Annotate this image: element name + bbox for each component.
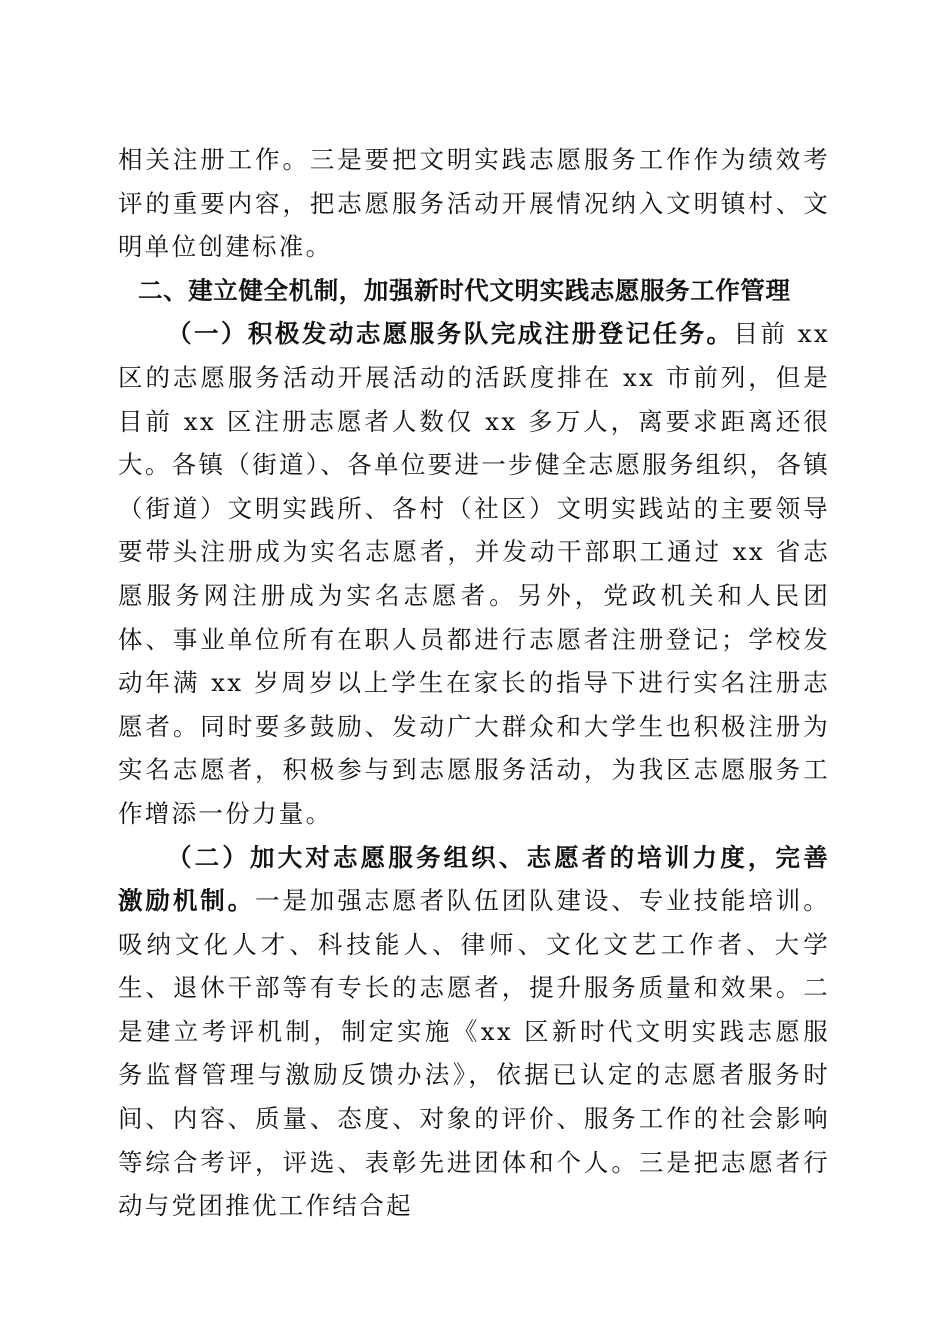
paragraph-continuation: 相关注册工作。三是要把文明实践志愿服务工作作为绩效考评的重要内容，把志愿服务活动开展情况纳入文明镇村、文明单位创建标准。 — [118, 145, 830, 262]
subsection-1-paragraph — [118, 312, 830, 835]
subsection-2-body: 一是加强志愿者队伍团队建设、专业技能培训。吸纳文化人才、科技能人、律师、文化文艺工作者、大学生、退休干部等有专长的志愿者，提升服务质量和效果。二是建立考评机制，制定实施《xx 区新时代文明实践志愿服务监督管理与激励反馈办法》，依据已认定的志愿者服务时间、内容、质量、态度、对象的评价、服务工作的社会影响等综合考评，评选、表彰先进团体和个人。三是把志愿者行动与党团推优工作结合起 — [118, 886, 830, 1221]
subsection-1-body: 目前 xx 区的志愿服务活动开展活动的活跃度排在 xx 市前列，但是目前 xx 区注册志愿者人数仅 xx 多万人，离要求距离还很大。各镇（街道）、各单位要进一步健全志愿服务组织，各镇（街道）文明实践所、各村（社区）文明实践站的主要领导要带头注册成为实名志愿者，并发动干部职工通过 xx 省志愿服务网注册成为实名志愿者。另外，党政机关和人民团体、事业单位所有在职人员都进行志愿者注册登记；学校发动年满 xx 岁周岁以上学生在家长的指导下进行实名注册志愿者。同时要多鼓励、发动广大群众和大学生也积极注册为实名志愿者，积极参与到志愿服务活动，为我区志愿服务工作增添一份力量。 — [118, 319, 830, 828]
subsection-2-title: （二）加大对志愿服务组织、志愿者的培训力度，完善激励机制。 — [118, 842, 830, 916]
subsection-2-paragraph — [118, 836, 830, 1228]
subsection-1-title: （一）积极发动志愿服务队完成注册登记任务。 — [167, 319, 734, 349]
document-body — [118, 138, 830, 1228]
section-heading-2: 二、建立健全机制，加强新时代文明实践志愿服务工作管理 — [138, 275, 791, 305]
